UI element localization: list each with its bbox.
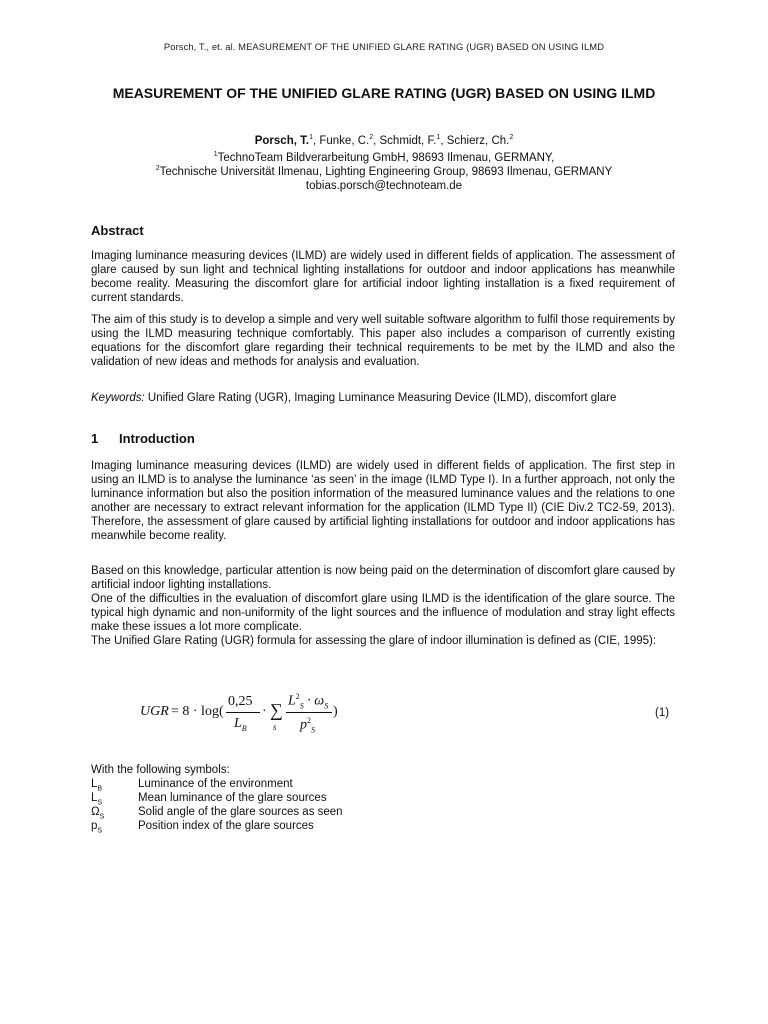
abstract-heading: Abstract xyxy=(91,223,144,238)
eq-den-1: L xyxy=(234,716,242,731)
paper-title: MEASUREMENT OF THE UNIFIED GLARE RATING (UGR) BASED ON USING ILMD xyxy=(112,85,656,101)
eq-dot: · xyxy=(262,704,267,719)
symbol: $p_S$ xyxy=(91,820,103,835)
eq-num-2-sub-2: S xyxy=(324,701,329,711)
symbol-description: Luminance of the environment xyxy=(138,778,293,790)
section-number: 1 xyxy=(91,431,99,446)
eq-numerator-1: 0,25 xyxy=(228,694,253,709)
eq-den-2-sup: 2 xyxy=(307,716,311,725)
abstract-paragraph-1: Imaging luminance measuring devices (ILMD) are widely used in different fields of application. The assessment of glare caused by sun light and technical lighting installations for outdoor and indoor applications has meanwhile become reality. Measuring the discomfort glare for artificial indoor lighting installation is a fixed requirement of current standards. xyxy=(91,250,675,304)
symbol-description: Mean luminance of the glare sources xyxy=(138,792,327,804)
affiliation-2-text: Technische Universität Ilmenau, Lighting Engineering Group, 98693 Ilmenau, GERMANY xyxy=(159,166,613,178)
eq-close: ) xyxy=(333,704,338,719)
affiliation-1-sup: 1 xyxy=(213,151,218,158)
author-4: , Schierz, Ch. xyxy=(440,135,510,147)
abstract-paragraph-2: The aim of this study is to develop a simple and very well suitable software algorithm to fulfil those requirements by using the ILMD measuring technique comfortably. This paper also includes a comparison of currently existing equations for the discomfort glare regarding their technical requirements to be met by the ILMD and also the validation of new ideas and methods for analysis and evaluation. xyxy=(91,314,675,368)
eq-den-1-sub: B xyxy=(241,723,247,733)
author-1-sup: 1 xyxy=(309,134,313,141)
symbols-heading: With the following symbols: xyxy=(91,764,230,776)
symbol-description: Solid angle of the glare sources as seen xyxy=(138,806,343,818)
symbol: $\Omega_S$ xyxy=(91,806,105,821)
eq-sum: ∑ xyxy=(270,700,283,720)
affiliation-1 xyxy=(0,151,768,165)
affiliation-2-sup: 2 xyxy=(155,165,160,172)
eq-equals-log: = 8 · log( xyxy=(171,704,224,719)
author-3-sup: 1 xyxy=(436,134,441,141)
eq-fraction-bar-1 xyxy=(226,712,260,713)
symbol: $L_S$ xyxy=(91,792,103,807)
intro-paragraph-3: One of the difficulties in the evaluation of discomfort glare using ILMD is the identification of the glare source. The typical high dynamic and non-uniformity of the light sources and the influence of modulation and stray light effects make these issues a lot more complicate. xyxy=(91,593,675,633)
eq-num-2-sup: 2 xyxy=(295,692,300,701)
symbol-description: Position index of the glare sources xyxy=(138,820,314,832)
eq-num-2: L xyxy=(288,693,296,709)
symbol-row xyxy=(91,778,591,792)
author-list xyxy=(0,134,768,148)
eq-den-2: p xyxy=(300,717,307,733)
affiliation-1-text: TechnoTeam Bildverarbeitung GmbH, 98693 Ilmenau, GERMANY, xyxy=(217,152,555,164)
keywords-text: Unified Glare Rating (UGR), Imaging Luminance Measuring Device (ILMD), discomfort glare xyxy=(144,392,617,404)
author-3: , Schmidt, F. xyxy=(373,135,437,147)
symbol-row xyxy=(91,806,591,820)
author-1: Porsch, T. xyxy=(254,135,310,147)
intro-paragraph-1: Imaging luminance measuring devices (ILMD) are widely used in different fields of application. The first step in using an ILMD is to analyse the luminance ‘as seen’ in the image (ILMD Type I). In a further approach, not only the luminance information but also the position information of the measured luminance values and the relations to one another are necessary to extract relevant information for the application (ILMD Type II) (CIE Div.2 TC2-59, 2013). Therefore, the assessment of glare caused by artificial lighting installations for outdoor and indoor applications has meanwhile become reality. xyxy=(91,460,675,542)
symbol-row xyxy=(91,820,591,834)
intro-paragraph-2: Based on this knowledge, particular attention is now being paid on the determination of discomfort glare caused by artificial indoor lighting installations. xyxy=(91,565,675,591)
keywords-label: Keywords: xyxy=(91,392,145,404)
running-head: Porsch, T., et. al. MEASUREMENT OF THE UNIFIED GLARE RATING (UGR) BASED ON USING ILMD xyxy=(163,41,605,52)
intro-paragraph-4: The Unified Glare Rating (UGR) formula for assessing the glare of indoor illumination is defined as (CIE, 1995): xyxy=(91,635,657,647)
affiliation-2 xyxy=(0,165,768,179)
section-heading-introduction: Introduction xyxy=(119,431,195,446)
symbol-row xyxy=(91,792,591,806)
eq-sum-sub: s xyxy=(273,722,277,732)
author-4-sup: 2 xyxy=(509,134,514,141)
eq-fraction-bar-2 xyxy=(286,712,332,713)
eq-den-2-sub: S xyxy=(311,725,315,735)
eq-num-2-mid: · ω xyxy=(303,693,325,709)
ugr-equation xyxy=(140,690,400,740)
author-2: , Funke, C. xyxy=(312,135,370,147)
author-2-sup: 2 xyxy=(369,134,374,141)
eq-num-2-sub: S xyxy=(299,701,304,711)
author-email: tobias.porsch@technoteam.de xyxy=(305,180,463,192)
equation-number: (1) xyxy=(655,707,670,719)
symbol: $L_B$ xyxy=(91,778,103,793)
keywords xyxy=(91,392,675,406)
eq-lhs: UGR xyxy=(140,704,169,719)
